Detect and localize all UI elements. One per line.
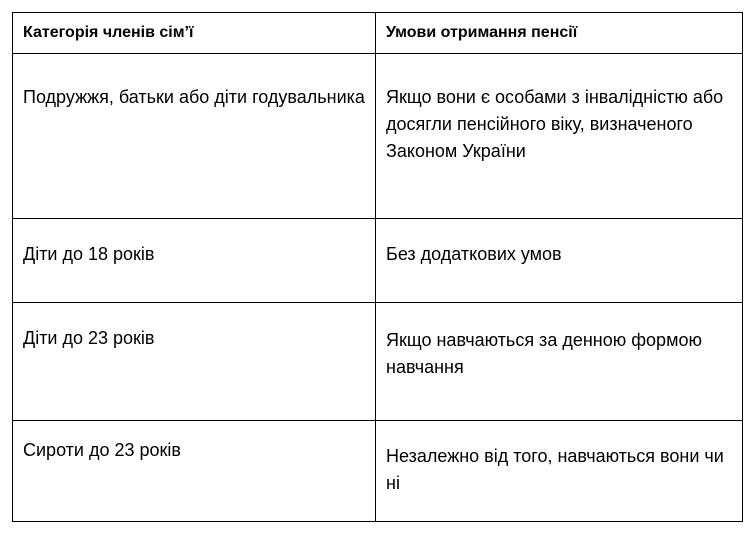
family-category-cell: Діти до 23 років: [13, 303, 376, 421]
pension-condition-cell: Якщо вони є особами з інвалідністю або досягли пенсійного віку, визначеного Законом України: [376, 54, 743, 219]
table-header-row: [13, 13, 743, 54]
family-category-cell: Діти до 18 років: [13, 219, 376, 303]
pension-condition-cell: Незалежно від того, навчаються вони чи ні: [376, 421, 743, 522]
pension-conditions-table: [12, 12, 743, 522]
header-pension-conditions: Умови отримання пенсії: [376, 13, 743, 54]
table-row: [13, 219, 743, 303]
table-row: [13, 421, 743, 522]
family-category-cell: Сироти до 23 років: [13, 421, 376, 522]
pension-condition-cell: Якщо навчаються за денною формою навчання: [376, 303, 743, 421]
pension-condition-cell: Без додаткових умов: [376, 219, 743, 303]
table-row: [13, 303, 743, 421]
header-family-category: Категорія членів сім’ї: [13, 13, 376, 54]
family-category-cell: Подружжя, батьки або діти годувальника: [13, 54, 376, 219]
table-row: [13, 54, 743, 219]
